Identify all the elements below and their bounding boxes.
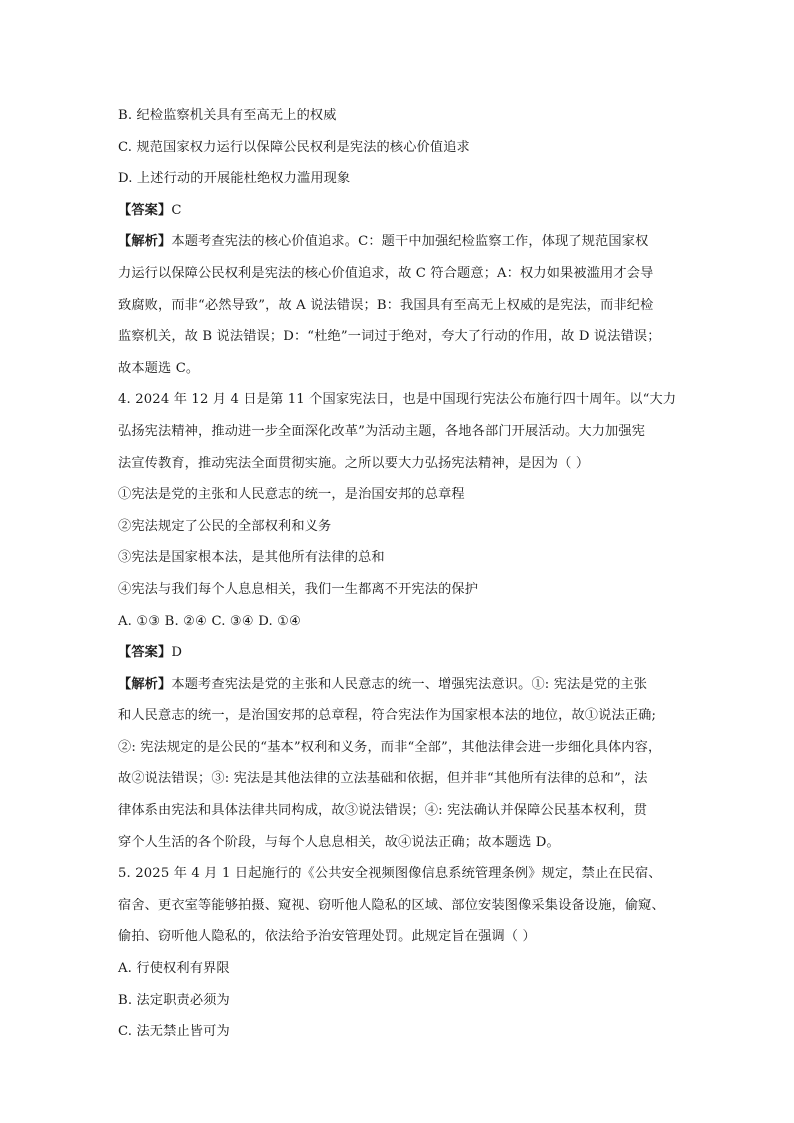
q3-analysis	[118, 226, 678, 384]
stem-line: 偷拍、窃听他人隐私的，依法给予治安管理处罚。此规定旨在强调（ ）	[118, 929, 536, 945]
q4-analysis	[118, 669, 678, 859]
analysis-line: 和人民意志的统一，是治国安邦的总章程，符合宪法作为国家根本法的地位，故①说法正确;	[118, 708, 657, 724]
analysis-line: 律体系由宪法和具体法律共同构成，故③说法错误；④: 宪法确认并保障公民基本权利，贯	[118, 803, 648, 819]
analysis-line: 【解析】本题考查宪法是党的主张和人民意志的统一、增强宪法意识。①: 宪法是党的主张	[118, 676, 648, 692]
statement-item: ①宪法是党的主张和人民意志的统一，是治国安邦的总章程	[118, 487, 465, 503]
stem-line: 5. 2025 年 4 月 1 日起施行的《公共安全视频图像信息系统管理条例》规定，禁止在民宿、	[118, 866, 662, 882]
analysis-line: 故本题选 C。	[118, 360, 200, 376]
q3-option-d: D. 上述行动的开展能杜绝权力滥用现象	[118, 171, 351, 187]
answer-value: D	[171, 645, 183, 661]
answer-tag: 【答案】	[118, 202, 172, 218]
analysis-line: 致腐败，而非“必然导致”，故 A 说法错误；B：我国具有至高无上权威的是宪法，而非纪检	[118, 297, 654, 313]
analysis-line: 监察机关，故 B 说法错误；D：“杜绝”一词过于绝对，夸大了行动的作用，故 D 说法错误；	[118, 329, 661, 345]
stem-line: 弘扬宪法精神，推动进一步全面深化改革”为活动主题，各地各部门开展活动。大力加强宪	[118, 423, 646, 439]
statement-item: ③宪法是国家根本法，是其他所有法律的总和	[118, 550, 385, 566]
stem-line: 宿舍、更衣室等能够拍摄、窥视、窃听他人隐私的区域、部位安装图像采集设备设施，偷窥、	[118, 897, 665, 913]
q4-stem	[118, 384, 678, 479]
analysis-tag: 【解析】	[118, 234, 172, 250]
q5-option-b: B. 法定职责必须为	[118, 992, 230, 1008]
q3-option-c: C. 规范国家权力运行以保障公民权利是宪法的核心价值追求	[118, 139, 470, 155]
analysis-line: 故②说法错误；③: 宪法是其他法律的立法基础和依据，但并非“其他所有法律的总和”，法	[118, 771, 648, 787]
analysis-line: 穿个人生活的各个阶段，与每个人息息相关，故④说法正确；故本题选 D。	[118, 834, 560, 850]
answer-value: C	[171, 202, 182, 218]
q5-stem	[118, 858, 678, 953]
document-page	[118, 100, 678, 1048]
q4-statements	[118, 479, 678, 605]
q3-answer	[118, 195, 678, 227]
q3-option-b: B. 纪检监察机关具有至高无上的权威	[118, 108, 337, 123]
stem-line: 4. 2024 年 12 月 4 日是第 11 个国家宪法日，也是中国现行宪法公布施行四十周年。以“大力	[118, 392, 677, 408]
q4-answer	[118, 637, 678, 669]
analysis-line: 力运行以保障公民权利是宪法的核心价值追求，故 C 符合题意；A：权力如果被滥用才会导	[118, 265, 654, 281]
analysis-tag: 【解析】	[118, 676, 172, 692]
stem-line: 法宣传教育，推动宪法全面贯彻实施。之所以要大力弘扬宪法精神，是因为（ ）	[118, 455, 590, 471]
q4-options: A. ①③ B. ②④ C. ③④ D. ①④	[118, 613, 302, 629]
statement-item: ②宪法规定了公民的全部权利和义务	[118, 518, 332, 534]
q5-option-a: A. 行使权利有界限	[118, 961, 230, 977]
analysis-line: 【解析】本题考查宪法的核心价值追求。C：题干中加强纪检监察工作，体现了规范国家权	[118, 234, 649, 250]
q5-option-c: C. 法无禁止皆可为	[118, 1024, 230, 1040]
answer-tag: 【答案】	[118, 645, 172, 661]
statement-item: ④宪法与我们每个人息息相关，我们一生都离不开宪法的保护	[118, 581, 479, 597]
analysis-line: ②: 宪法规定的是公民的“基本”权利和义务，而非“全部”，其他法律会进一步细化具体内容，	[118, 739, 662, 755]
